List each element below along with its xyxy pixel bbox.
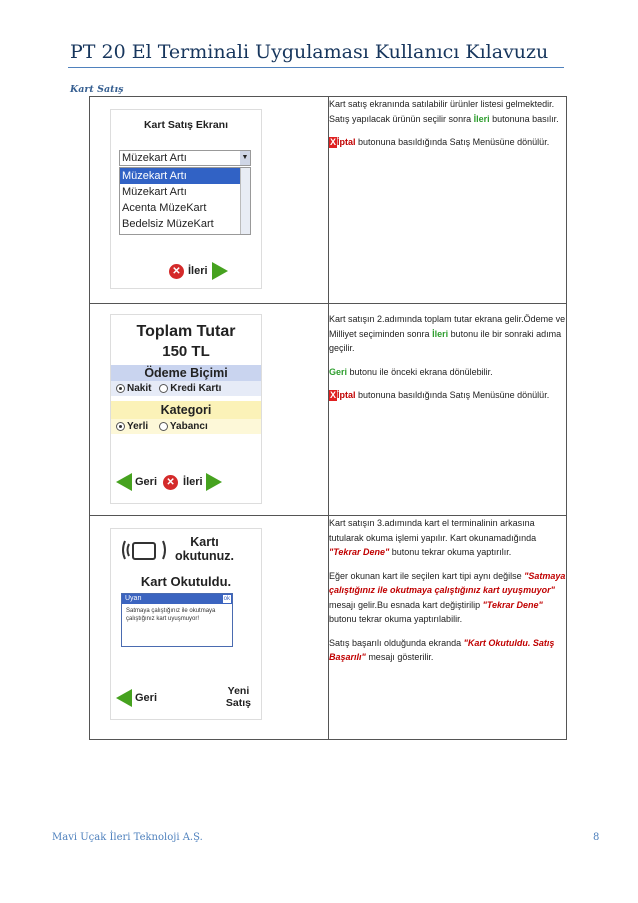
category-header: Kategori [111,401,261,419]
card-read-screen [110,528,262,720]
page-title: PT 20 El Terminali Uygulaması Kullanıcı Kılavuzu [70,41,549,63]
footer-company: Mavi Uçak İleri Teknoloji A.Ş. [52,832,203,843]
description-paragraph: Geri butonu ile önceki ekrana dönülebilir. [329,366,493,377]
title-rule [68,67,564,68]
list-item[interactable]: Müzekart Artı [120,168,250,184]
card-sale-screen [110,109,262,289]
page-number: 8 [593,832,600,843]
screenshot-cell [90,516,329,740]
cancel-x-icon: X [330,390,337,400]
dropdown-value: Müzekart Artı [122,152,187,164]
radio-foreign[interactable] [159,422,168,431]
cancel-icon[interactable]: ✕ [163,475,178,490]
back-label[interactable]: Geri [135,692,158,704]
radio-cash[interactable] [116,384,125,393]
new-sale-label: Yeni [227,685,250,697]
read-title: Kart Okutuldu. [140,574,232,589]
description-paragraph: Kart satış ekranında satılabilir ürünler listesi gelmektedir. Satış yapılacak ürünün seçilir sonra İleri butonuna basılır. [329,99,559,124]
arrow-right-icon[interactable] [206,473,222,491]
arrow-left-icon[interactable] [116,473,132,491]
product-dropdown[interactable] [119,150,251,166]
table-row [90,97,567,304]
cancel-icon[interactable]: ✕ [169,264,184,279]
new-sale-button[interactable] [226,685,251,709]
radio-domestic[interactable] [116,422,125,431]
dialog-ok-button[interactable]: ok [223,596,230,602]
prompt-line: okutunuz. [175,549,235,563]
cancel-x-icon: X [330,137,337,147]
dialog-message: Satmaya çalıştığınız ile okutmaya çalıştığınız kart uyuşmuyor! [126,608,216,622]
description-paragraph: Xİptal butonuna basıldığında Satış Menüsüne dönülür. [330,137,550,147]
payment-header: Ödeme Biçimi [111,365,261,381]
back-label[interactable]: Geri [135,476,158,488]
description-paragraph: Kart satışın 2.adımında toplam tutar ekrana gelir.Ödeme ve Milliyet seçiminden sonra İleri butonu ile bir sonraki adıma geçilir. [329,314,566,353]
description-cell [329,97,567,304]
total-screen: Toplam Tutar 150 TL Ödeme Biçimi Nakit Kredi Kartı Kategori Yerli Yabancı Geri ✕ İleri [110,314,262,504]
description-paragraph: Eğer okunan kart ile seçilen kart tipi aynı değilse "Satmaya çalıştığınız ile okutmaya çalıştığınız kart uyuşmuyor" mesajı gelir.Bu esnada kart değiştirilip "Tekrar Dene" butonu tekrar okuma yaptırılabilir. [329,570,566,624]
radio-credit-card[interactable] [159,384,168,393]
description-cell [329,516,567,740]
section-title: Kart Satış [70,84,124,95]
arrow-right-icon[interactable] [212,262,228,280]
arrow-left-icon[interactable] [116,689,132,707]
contactless-card-icon [119,535,169,565]
instruction-table [89,96,567,740]
description-paragraph: Kart satışın 3.adımında kart el terminalinin arkasına tutularak okuma işlemi yapılır. Kart okunamadığında "Tekrar Dene" butonu tekrar okuma yaptırılır. [329,518,537,557]
description-paragraph: Xİptal butonuna basıldığında Satış Menüsüne dönülür. [330,390,550,400]
list-item[interactable]: Müzekart Artı [122,186,187,198]
screen-title: Kart Satış Ekranı [143,119,229,131]
next-label[interactable]: İleri [188,265,208,277]
prompt-line: Kartı [190,535,219,549]
table-row [90,516,567,740]
description-cell [329,304,567,516]
chevron-down-icon: ▼ [240,151,250,165]
next-label[interactable]: İleri [183,476,203,488]
description-paragraph: Satış başarılı olduğunda ekranda "Kart Okutuldu. Satış Başarılı" mesajı gösterilir. [329,637,555,662]
warning-dialog [121,593,233,647]
new-sale-label: Satış [225,697,251,709]
list-item[interactable]: Bedelsiz MüzeKart [122,218,214,230]
list-scrollbar[interactable] [240,168,250,234]
total-value: 150 TL [162,343,210,360]
list-item[interactable]: Acenta MüzeKart [122,202,207,214]
product-list[interactable] [119,167,251,235]
screenshot-cell [90,304,329,516]
dialog-title: Uyarı [125,595,142,602]
screenshot-cell [90,97,329,304]
total-title: Toplam Tutar [136,323,236,340]
table-row [90,304,567,516]
